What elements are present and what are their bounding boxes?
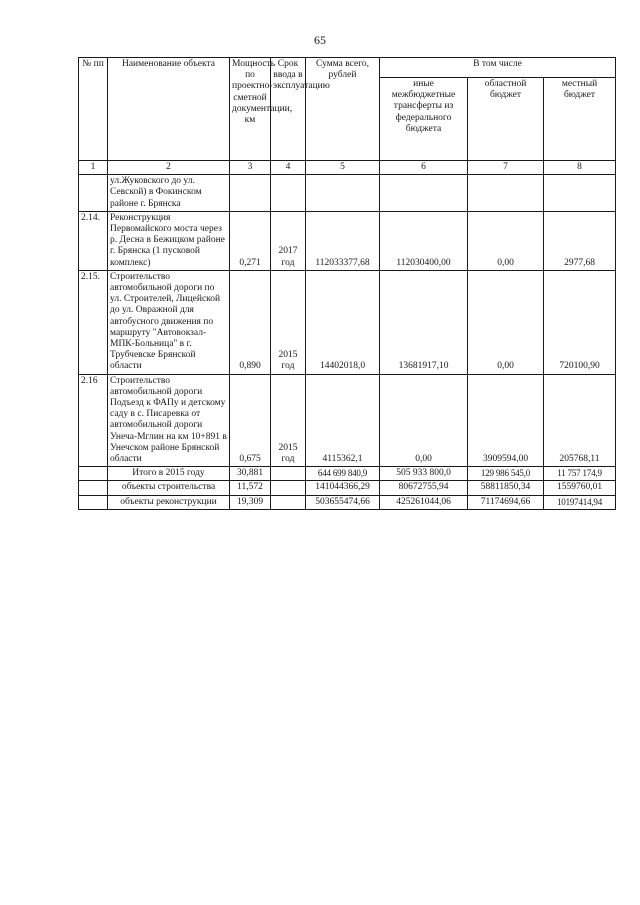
column-number: 1 (79, 161, 108, 175)
row-name: Строительство автомобильной дороги по ул. Строителей, Лицейской до ул. Овражной для автобусного движения по маршруту "Автовокзал-МПК-Больница" в г. Трубчевске Брянской области (108, 270, 230, 374)
row-num: 2.15. (79, 270, 108, 374)
row-name: ул.Жуковского до ул. Севской) в Фокинском районе г. Брянска (108, 175, 230, 212)
row-regional: 0,00 (468, 270, 544, 374)
row-other (380, 175, 468, 212)
column-number: 3 (230, 161, 271, 175)
totals-other: 425261044,06 (380, 495, 468, 509)
column-number: 5 (306, 161, 380, 175)
row-sum: 14402018,0 (306, 270, 380, 374)
row-name: Строительство автомобильной дороги Подъезд к ФАПу и детскому саду в с. Писаревка от автомобильной дороги Унеча-Мглин на км 10+891 в Унечском районе Брянской области (108, 374, 230, 467)
row-num (79, 175, 108, 212)
totals-sum: 503655474,66 (306, 495, 380, 509)
totals-label: объекты реконструкции (108, 495, 230, 509)
row-power: 0,890 (230, 270, 271, 374)
totals-label: объекты строительства (108, 481, 230, 495)
column-number: 7 (468, 161, 544, 175)
column-number: 2 (108, 161, 230, 175)
row-other: 0,00 (380, 374, 468, 467)
row-local: 205768,11 (544, 374, 616, 467)
header-sum: Сумма всего, рублей (306, 58, 380, 161)
table-row (79, 374, 616, 467)
table-row (79, 175, 616, 212)
row-regional (468, 175, 544, 212)
row-term: 2015 год (271, 270, 306, 374)
totals-power: 11,572 (230, 481, 271, 495)
totals-label: Итого в 2015 году (108, 467, 230, 481)
row-regional: 0,00 (468, 211, 544, 270)
totals-regional: 129 986 545,0 (468, 467, 544, 481)
totals-power: 19,309 (230, 495, 271, 509)
totals-regional: 58811850,34 (468, 481, 544, 495)
header-num: № пп (79, 58, 108, 161)
row-power (230, 175, 271, 212)
totals-sum: 644 699 840,9 (306, 467, 380, 481)
row-term: 2017 год (271, 211, 306, 270)
page-number: 65 (314, 33, 326, 47)
totals-other: 80672755,94 (380, 481, 468, 495)
row-sum: 4115362,1 (306, 374, 380, 467)
header-including: В том числе (380, 58, 616, 78)
row-other: 112030400,00 (380, 211, 468, 270)
row-local: 720100,90 (544, 270, 616, 374)
column-number-row (79, 161, 616, 175)
totals-regional: 71174694,66 (468, 495, 544, 509)
row-regional: 3909594,00 (468, 374, 544, 467)
row-local (544, 175, 616, 212)
totals-local: 1559760,01 (544, 481, 616, 495)
row-term: 2015 год (271, 374, 306, 467)
column-number: 8 (544, 161, 616, 175)
row-sum: 112033377,68 (306, 211, 380, 270)
totals-row (79, 481, 616, 495)
header-other-transfers: иные межбюджетные трансферты из федерального бюджета (380, 77, 468, 160)
totals-row (79, 467, 616, 481)
totals-other: 505 933 800,0 (380, 467, 468, 481)
header-regional: областной бюджет (468, 77, 544, 160)
header-term: Срок ввода в эксплуатацию (271, 58, 306, 161)
row-power: 0,271 (230, 211, 271, 270)
totals-local: 10197414,94 (544, 495, 616, 509)
column-number: 6 (380, 161, 468, 175)
row-num: 2.16 (79, 374, 108, 467)
table-row (79, 211, 616, 270)
budget-table (78, 57, 616, 510)
row-term (271, 175, 306, 212)
totals-sum: 141044366,29 (306, 481, 380, 495)
row-name: Реконструкция Первомайского моста через р. Десна в Бежицком районе г. Брянска (1 пусковой комплекс) (108, 211, 230, 270)
row-num: 2.14. (79, 211, 108, 270)
row-local: 2977,68 (544, 211, 616, 270)
header-power: Мощность по проектно-сметной документации, км (230, 58, 271, 161)
column-number: 4 (271, 161, 306, 175)
row-sum (306, 175, 380, 212)
table-header-row (79, 58, 616, 78)
header-name: Наименование объекта (108, 58, 230, 161)
row-other: 13681917,10 (380, 270, 468, 374)
totals-row (79, 495, 616, 509)
row-power: 0,675 (230, 374, 271, 467)
totals-power: 30,881 (230, 467, 271, 481)
header-local: местный бюджет (544, 77, 616, 160)
totals-local: 11 757 174,9 (544, 467, 616, 481)
table-row (79, 270, 616, 374)
